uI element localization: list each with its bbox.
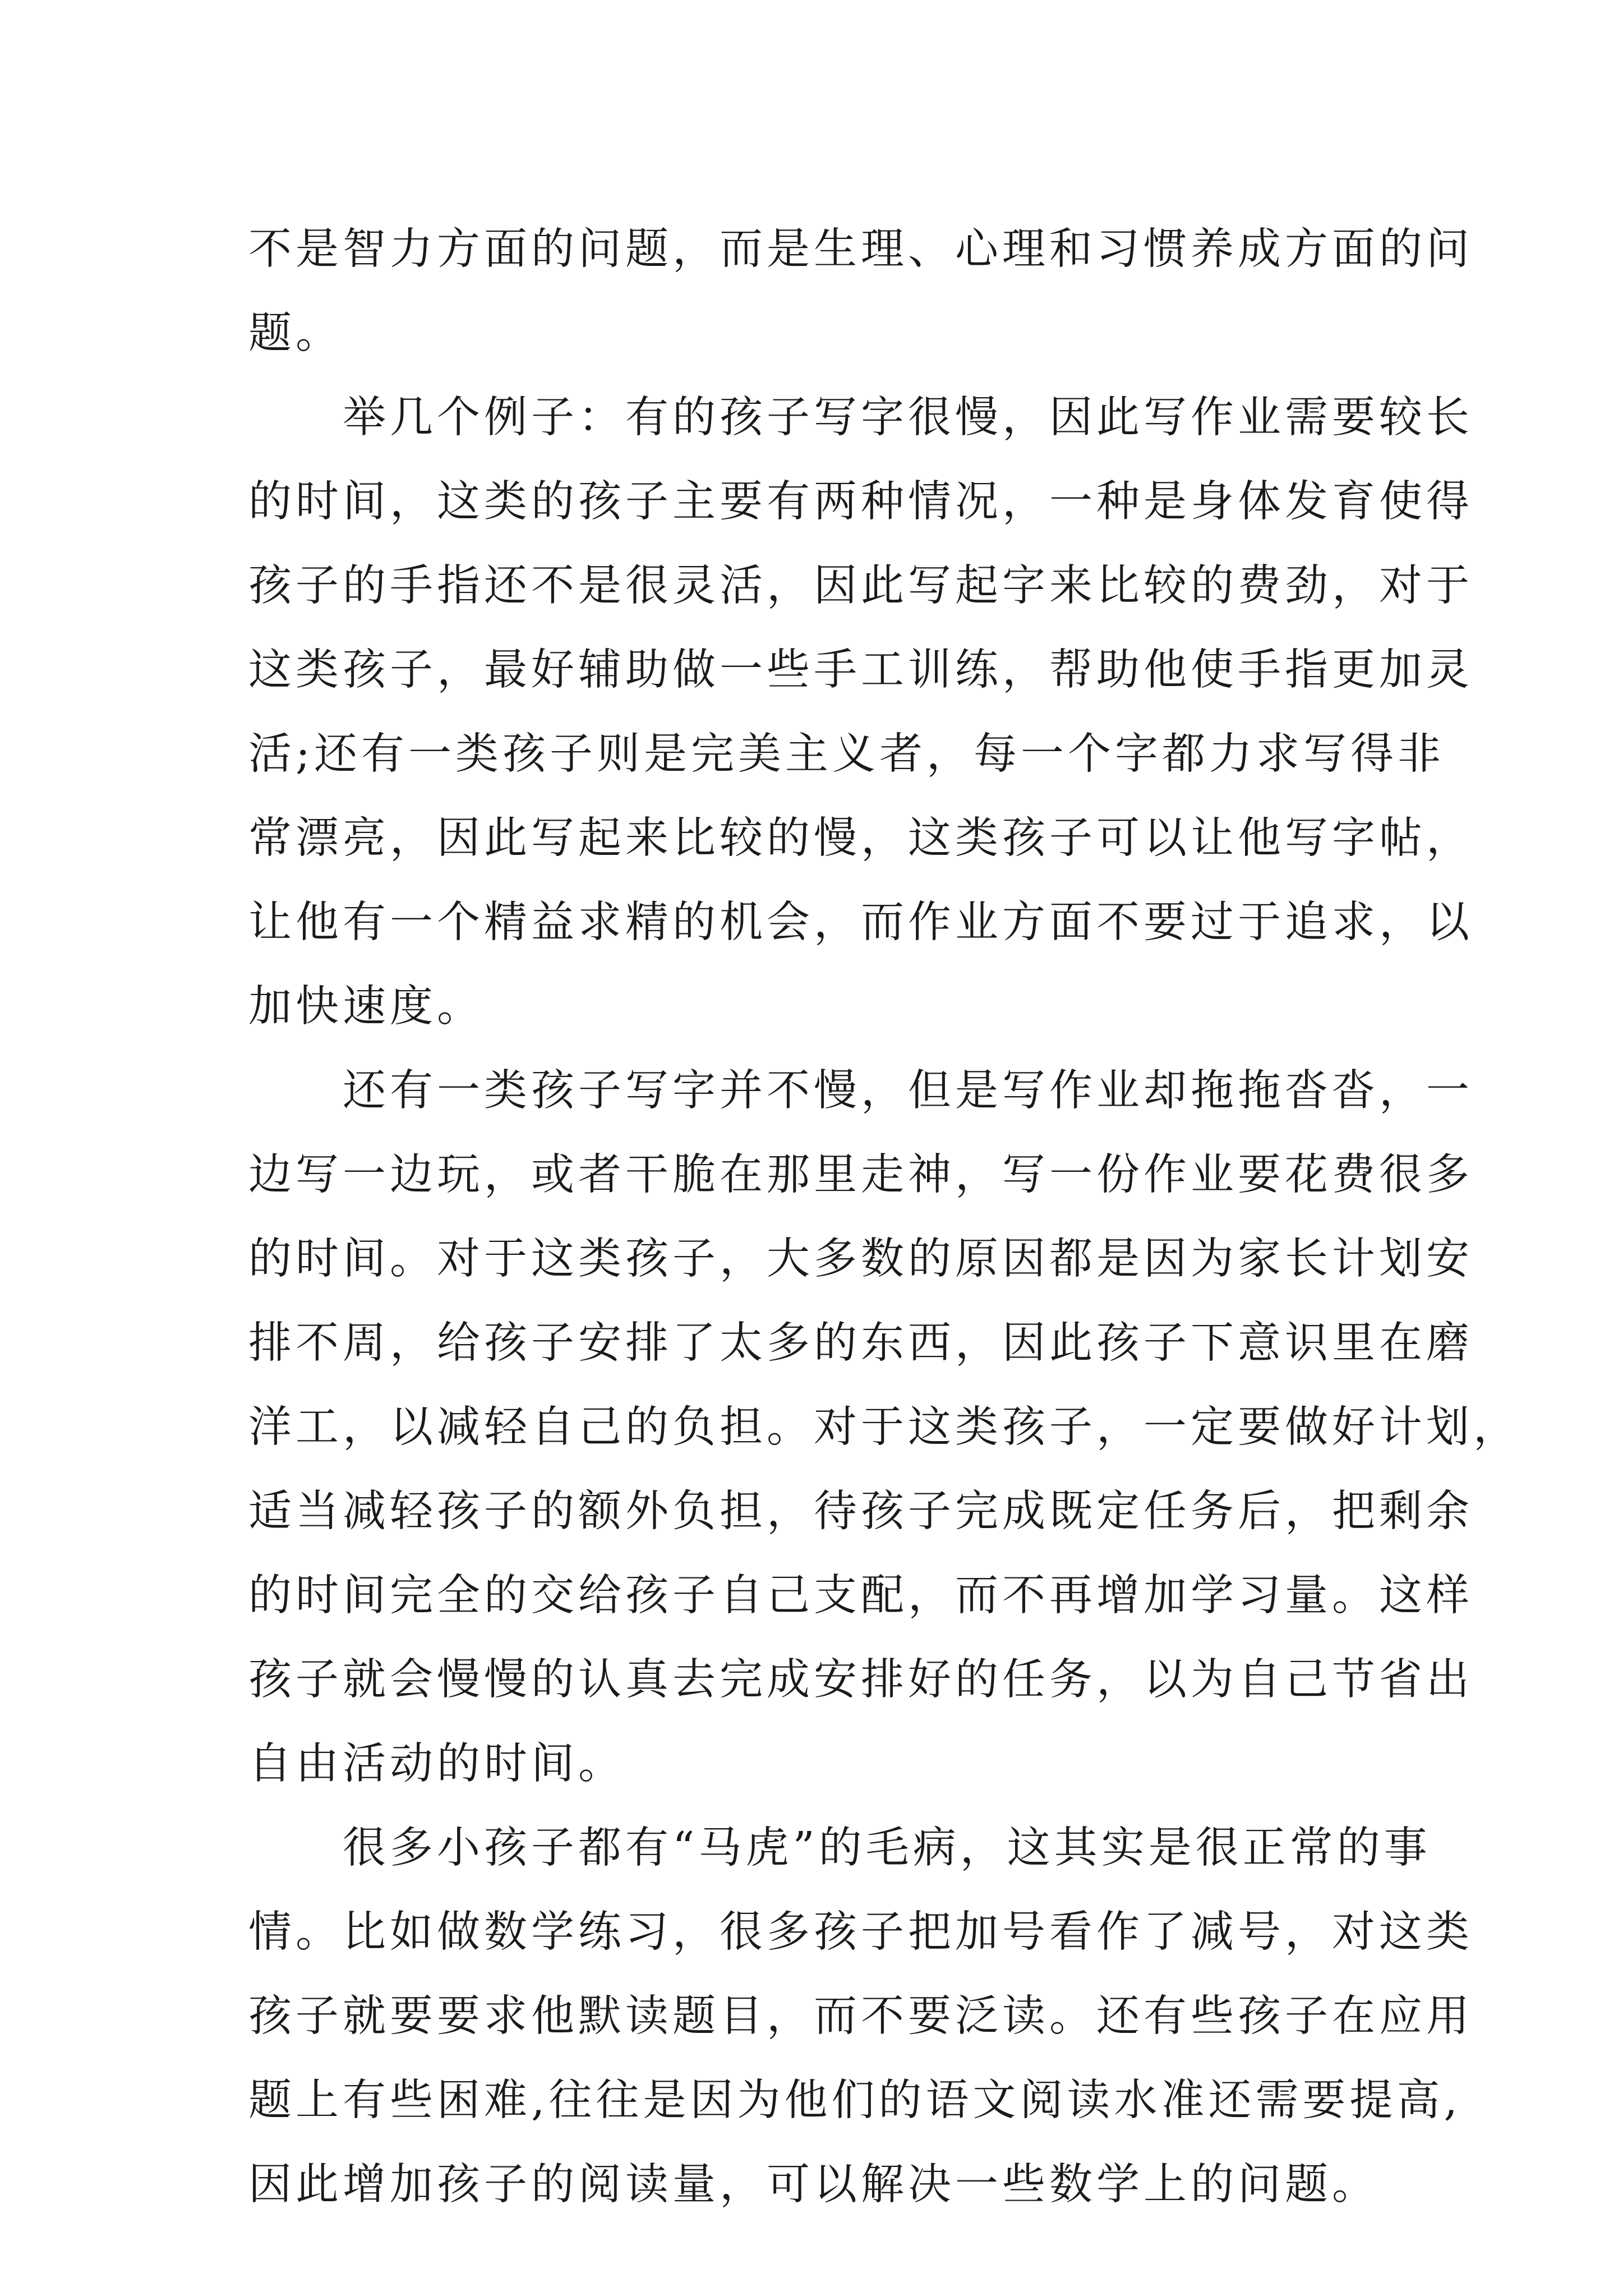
text-line: 这类孩子，最好辅助做一些手工训练，帮助他使手指更加灵: [248, 645, 1473, 695]
text-line: 排不周，给孩子安排了太多的东西，因此孩子下意识里在磨: [248, 1318, 1473, 1368]
text-line: 的时间完全的交给孩子自己支配，而不再增加学习量。这样: [248, 1571, 1473, 1621]
paragraph-first-line: 很多小孩子都有“马虎”的毛病，这其实是很正常的事: [343, 1823, 1431, 1873]
text-line: 让他有一个精益求精的机会，而作业方面不要过于追求，以: [248, 898, 1473, 947]
paragraph-first-line: 举几个例子：有的孩子写字很慢，因此写作业需要较长: [343, 393, 1473, 443]
text-line: 题上有些困难,往往是因为他们的语文阅读水准还需要提高,: [248, 2076, 1461, 2125]
text-line: 适当减轻孩子的额外负担，待孩子完成既定任务后，把剩余: [248, 1487, 1473, 1536]
text-line: 常漂亮，因此写起来比较的慢，这类孩子可以让他写字帖，: [248, 813, 1473, 863]
text-line: 加快速度。: [248, 982, 484, 1032]
text-line: 活;还有一类孩子则是完美主义者，每一个字都力求写得非: [248, 729, 1445, 779]
text-line: 洋工，以减轻自己的负担。对于这类孩子，一定要做好计划，: [248, 1402, 1520, 1452]
text-line: 的时间。对于这类孩子，大多数的原因都是因为家长计划安: [248, 1234, 1473, 1284]
text-line: 情。比如做数学练习，很多孩子把加号看作了减号，对这类: [248, 1907, 1473, 1957]
text-line: 自由活动的时间。: [248, 1739, 625, 1789]
text-line: 孩子的手指还不是很灵活，因此写起字来比较的费劲，对于: [248, 561, 1473, 611]
body-text: [248, 208, 1520, 2227]
text-line: 孩子就要要求他默读题目，而不要泛读。还有些孩子在应用: [248, 1991, 1473, 2041]
text-line: 的时间，这类的孩子主要有两种情况，一种是身体发育使得: [248, 477, 1473, 527]
text-line: 边写一边玩，或者干脆在那里走神，写一份作业要花费很多: [248, 1150, 1473, 1200]
text-line: 题。: [248, 309, 343, 358]
paragraph-first-line: 还有一类孩子写字并不慢，但是写作业却拖拖沓沓，一: [343, 1066, 1473, 1116]
text-line: 因此增加孩子的阅读量，可以解决一些数学上的问题。: [248, 2160, 1379, 2210]
text-line: 孩子就会慢慢的认真去完成安排好的任务，以为自己节省出: [248, 1655, 1473, 1705]
text-line: 不是智力方面的问题，而是生理、心理和习惯养成方面的问: [248, 224, 1473, 274]
